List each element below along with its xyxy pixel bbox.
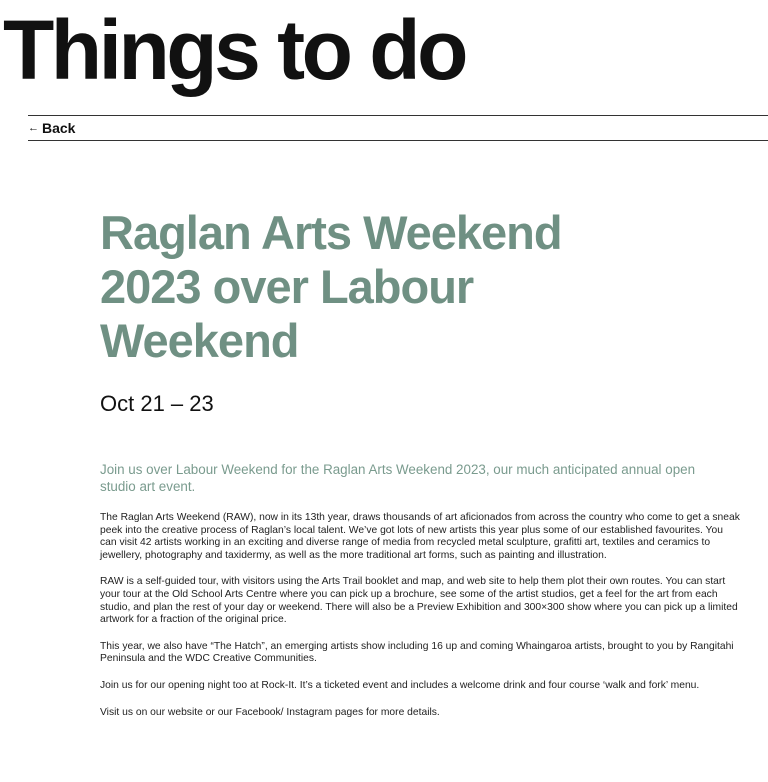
event-title: Raglan Arts Weekend 2023 over Labour Weekend [100,206,562,367]
event-date: Oct 21 – 23 [100,391,214,416]
event-intro: Join us over Labour Weekend for the Raglan Arts Weekend 2023, our much anticipated annual open studio art event. [100,462,696,494]
event-description [100,512,740,733]
page-title: Things to do [3,3,465,97]
back-arrow-icon: ← [28,122,39,134]
back-link[interactable] [28,120,75,136]
description-paragraph: The Raglan Arts Weekend (RAW), now in its 13th year, draws thousands of art aficionados from across the country who come to get a sneak peek into the creative process of Raglan’s local talent. We’ve got lots of new artists this year plus some of our established favourites. You can visit 42 artists working in an exciting and diverse range of media from recycled metal sculpture, grafitti art, textiles and ceramics to jewellery, photography and taxidermy, as well as the more traditional art forms, such as painting and illustration. [100,512,740,561]
description-paragraph: Join us for our opening night too at Rock-It. It’s a ticketed event and includes a welcome drink and four course ‘walk and fork’ menu. [100,679,700,691]
description-paragraph: This year, we also have “The Hatch”, an emerging artists show including 16 up and coming Whaingaroa artists, brought to you by Rangitahi Peninsula and the WDC Creative Communities. [100,640,734,665]
back-nav-bar [28,115,768,141]
description-paragraph: RAW is a self-guided tour, with visitors using the Arts Trail booklet and map, and web site to help them plot their own routes. You can start your tour at the Old School Arts Centre where you can pick up a brochure, see some of the artist studios, get a feel for the art from each studio, and plan the rest of your day or weekend. There will also be a Preview Exhibition and 300×300 show where you can pick up a limited artwork for a fraction of the original price. [100,576,738,626]
back-link-label: Back [42,120,76,136]
description-paragraph: Visit us on our website or our Facebook/ Instagram pages for more details. [100,706,440,718]
